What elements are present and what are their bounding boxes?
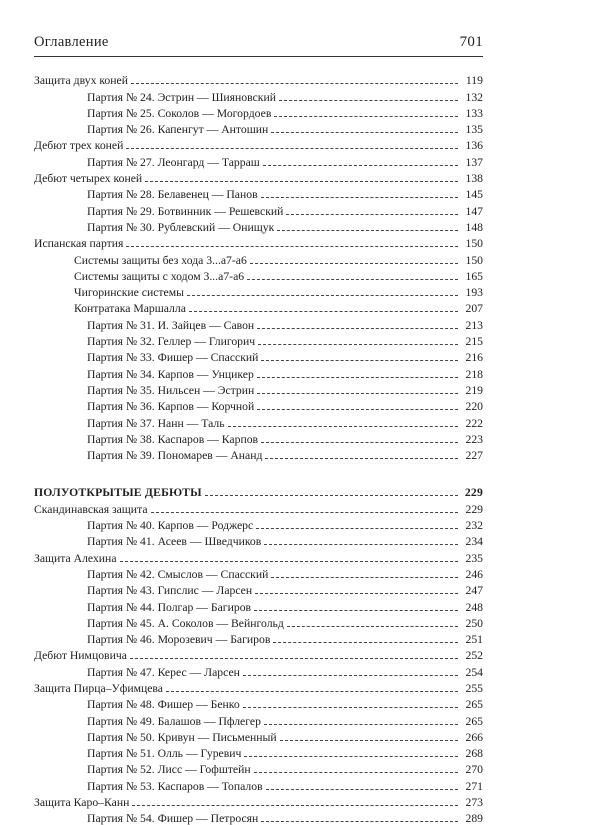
toc-game-entry — [34, 397, 483, 413]
toc-entry-title: Партия № 47. Керес — Ларсен — [87, 665, 240, 679]
toc-entry-title: Партия № 49. Балашов — Пфлегер — [87, 714, 261, 728]
toc-entry-page: 251 — [465, 633, 483, 647]
toc-leader-dots — [205, 495, 458, 496]
running-head — [34, 34, 483, 51]
toc-leader-dots — [131, 83, 458, 84]
toc-entry-page: 250 — [465, 616, 483, 630]
toc-game-entry — [34, 413, 483, 429]
toc-game-entry — [34, 152, 483, 168]
section-gap — [34, 462, 483, 483]
toc-section-heading — [34, 483, 483, 499]
toc-entry-title: Чигоринские системы — [74, 286, 184, 300]
toc-leader-dots — [266, 789, 458, 790]
toc-entry-title: Партия № 54. Фишер — Петросян — [87, 812, 259, 825]
toc-chapter-entry — [34, 646, 483, 662]
toc-entry-page: 219 — [465, 383, 483, 397]
toc-chapter-entry — [34, 234, 483, 250]
toc-game-entry — [34, 120, 483, 136]
toc-game-entry — [34, 597, 483, 613]
toc-leader-dots — [120, 561, 458, 562]
toc-entry-page: 136 — [465, 139, 483, 153]
toc-leader-dots — [261, 442, 458, 443]
toc-entry-title: Партия № 33. Фишер — Спасский — [87, 351, 259, 365]
toc-entry-page: 248 — [465, 600, 483, 614]
toc-entry-page: 213 — [465, 318, 483, 332]
toc-entry-page: 215 — [465, 335, 483, 349]
running-head-title: Оглавление — [34, 34, 109, 50]
toc-entry-page: 207 — [465, 302, 483, 316]
toc-leader-dots — [126, 246, 458, 247]
toc-entry-title: Партия № 32. Геллер — Глигорич — [87, 335, 256, 349]
toc-entry-title: Партия № 39. Пономарев — Ананд — [87, 449, 263, 463]
toc-leader-dots — [263, 165, 458, 166]
toc-entry-title: Партия № 29. Ботвинник — Решевский — [87, 204, 284, 218]
toc-entry-page: 254 — [465, 665, 483, 679]
toc-entry-page: 255 — [465, 681, 483, 695]
toc-leader-dots — [279, 100, 458, 101]
toc-entry-title: Партия № 44. Полгар — Багиров — [87, 600, 252, 614]
toc-leader-dots — [271, 132, 458, 133]
toc-entry-title: Партия № 25. Соколов — Могордоев — [87, 106, 272, 120]
toc-leader-dots — [257, 328, 458, 329]
toc-entry-page: 266 — [465, 730, 483, 744]
toc-entry-page: 218 — [465, 367, 483, 381]
table-of-contents — [34, 71, 483, 825]
toc-leader-dots — [130, 658, 458, 659]
toc-chapter-entry — [34, 679, 483, 695]
toc-entry-title: Дебют Нимцовича — [34, 649, 127, 663]
toc-leader-dots — [274, 116, 458, 117]
toc-entry-title: Партия № 41. Асеев — Шведчиков — [87, 535, 262, 549]
toc-entry-title: Партия № 26. Капенгут — Антошин — [87, 123, 269, 137]
toc-entry-title: Дебют трех коней — [34, 139, 124, 153]
toc-entry-title: Системы защиты без хода 3...а7-а6 — [74, 253, 247, 267]
toc-entry-page: 138 — [465, 172, 483, 186]
toc-entry-title: Партия № 45. А. Соколов — Вейнгольд — [87, 616, 284, 630]
toc-entry-title: Партия № 30. Рублевский — Онищук — [87, 220, 275, 234]
toc-leader-dots — [145, 181, 458, 182]
toc-entry-title: Защита двух коней — [34, 74, 128, 88]
toc-leader-dots — [254, 610, 458, 611]
toc-entry-page: 235 — [465, 551, 483, 565]
toc-leader-dots — [257, 393, 458, 394]
toc-entry-title: Партия № 31. И. Зайцев — Савон — [87, 318, 255, 332]
toc-chapter-entry — [34, 169, 483, 185]
toc-entry-title: Партия № 40. Карпов — Роджерс — [87, 519, 254, 533]
toc-entry-page: 232 — [465, 519, 483, 533]
toc-entry-title: Партия № 46. Морозевич — Багиров — [87, 633, 271, 647]
toc-game-entry — [34, 695, 483, 711]
toc-leader-dots — [247, 279, 458, 280]
toc-entry-page: 265 — [465, 714, 483, 728]
toc-entry-page: 133 — [465, 106, 483, 120]
toc-game-entry — [34, 662, 483, 678]
toc-game-entry — [34, 565, 483, 581]
toc-game-entry — [34, 185, 483, 201]
toc-entry-page: 273 — [465, 796, 483, 810]
toc-game-entry — [34, 446, 483, 462]
toc-leader-dots — [264, 544, 458, 545]
toc-entry-page: 289 — [465, 812, 483, 825]
toc-game-entry — [34, 744, 483, 760]
toc-entry-title: Испанская партия — [34, 237, 124, 251]
toc-leader-dots — [271, 577, 458, 578]
toc-leader-dots — [189, 311, 458, 312]
toc-subchapter-entry — [34, 267, 483, 283]
toc-game-entry — [34, 332, 483, 348]
toc-entry-title: Скандинавская защита — [34, 502, 148, 516]
toc-entry-page: 223 — [465, 432, 483, 446]
toc-entry-title: Партия № 52. Лисс — Гофштейн — [87, 763, 251, 777]
toc-leader-dots — [258, 344, 458, 345]
toc-leader-dots — [261, 197, 458, 198]
toc-chapter-entry — [34, 136, 483, 152]
toc-game-entry — [34, 516, 483, 532]
toc-entry-title: Защита Каро–Канн — [34, 796, 130, 810]
toc-subchapter-entry — [34, 283, 483, 299]
toc-game-entry — [34, 711, 483, 727]
toc-entry-page: 137 — [465, 155, 483, 169]
toc-leader-dots — [261, 821, 458, 822]
toc-entry-title: Партия № 36. Карпов — Корчной — [87, 400, 255, 414]
toc-entry-page: 150 — [465, 253, 483, 267]
toc-entry-title: Защита Пирца–Уфимцева — [34, 681, 163, 695]
toc-game-entry — [34, 104, 483, 120]
toc-entry-page: 119 — [465, 74, 483, 88]
toc-entry-title: Партия № 27. Леонгард — Тарраш — [87, 155, 260, 169]
toc-entry-page: 268 — [465, 747, 483, 761]
toc-entry-title: Партия № 35. Нильсен — Эстрин — [87, 383, 255, 397]
toc-leader-dots — [261, 360, 458, 361]
toc-chapter-entry — [34, 793, 483, 809]
page-number: 701 — [459, 34, 483, 50]
toc-chapter-entry — [34, 499, 483, 515]
toc-leader-dots — [151, 512, 458, 513]
toc-leader-dots — [254, 772, 458, 773]
toc-leader-dots — [255, 593, 458, 594]
toc-game-entry — [34, 430, 483, 446]
toc-entry-page: 148 — [465, 220, 483, 234]
toc-entry-page: 246 — [465, 567, 483, 581]
toc-game-entry — [34, 760, 483, 776]
toc-game-entry — [34, 87, 483, 103]
toc-game-entry — [34, 218, 483, 234]
toc-leader-dots — [286, 214, 458, 215]
toc-entry-title: Партия № 50. Кривун — Письменный — [87, 730, 277, 744]
toc-entry-page: 227 — [465, 449, 483, 463]
toc-leader-dots — [228, 426, 458, 427]
toc-entry-title: Партия № 38. Каспаров — Карпов — [87, 432, 259, 446]
toc-entry-page: 147 — [465, 204, 483, 218]
toc-leader-dots — [250, 263, 458, 264]
toc-entry-page: 229 — [464, 486, 483, 500]
toc-game-entry — [34, 581, 483, 597]
toc-leader-dots — [132, 805, 458, 806]
toc-entry-page: 145 — [465, 188, 483, 202]
toc-entry-page: 270 — [465, 763, 483, 777]
toc-entry-title: Партия № 24. Эстрин — Шияновский — [87, 90, 276, 104]
toc-entry-title: Партия № 43. Гипслис — Ларсен — [87, 584, 253, 598]
toc-entry-page: 265 — [465, 698, 483, 712]
toc-game-entry — [34, 381, 483, 397]
toc-entry-title: Партия № 48. Фишер — Бенко — [87, 698, 240, 712]
toc-game-entry — [34, 728, 483, 744]
toc-leader-dots — [126, 148, 458, 149]
toc-entry-page: 252 — [465, 649, 483, 663]
toc-leader-dots — [166, 691, 458, 692]
toc-game-entry — [34, 532, 483, 548]
toc-entry-page: 216 — [465, 351, 483, 365]
toc-leader-dots — [287, 626, 458, 627]
toc-subchapter-entry — [34, 250, 483, 266]
toc-entry-title: Системы защиты с ходом 3...а7-а6 — [74, 269, 245, 283]
toc-entry-page: 271 — [465, 779, 483, 793]
toc-entry-page: 150 — [465, 237, 483, 251]
toc-leader-dots — [244, 756, 458, 757]
toc-entry-title: Партия № 37. Нанн — Таль — [87, 416, 225, 430]
toc-entry-title: ПОЛУОТКРЫТЫЕ ДЕБЮТЫ — [34, 486, 202, 500]
toc-leader-dots — [243, 675, 458, 676]
toc-entry-title: Партия № 28. Белавенец — Панов — [87, 188, 258, 202]
toc-entry-title: Партия № 53. Каспаров — Топалов — [87, 779, 263, 793]
toc-entry-page: 193 — [465, 286, 483, 300]
toc-chapter-entry — [34, 71, 483, 87]
toc-entry-title: Партия № 51. Олль — Гуревич — [87, 747, 242, 761]
header-rule — [34, 56, 483, 57]
toc-game-entry — [34, 315, 483, 331]
toc-entry-page: 132 — [465, 90, 483, 104]
toc-entry-page: 222 — [465, 416, 483, 430]
toc-leader-dots — [273, 642, 458, 643]
toc-chapter-entry — [34, 548, 483, 564]
toc-game-entry — [34, 614, 483, 630]
toc-entry-title: Контратака Маршалла — [74, 302, 186, 316]
toc-entry-title: Партия № 34. Карпов — Унцикер — [87, 367, 254, 381]
toc-game-entry — [34, 809, 483, 825]
toc-entry-title: Дебют четырех коней — [34, 172, 143, 186]
toc-game-entry — [34, 630, 483, 646]
toc-entry-title: Защита Алехина — [34, 551, 117, 565]
toc-leader-dots — [265, 458, 458, 459]
toc-subchapter-entry — [34, 299, 483, 315]
toc-leader-dots — [280, 740, 458, 741]
toc-entry-page: 234 — [465, 535, 483, 549]
toc-entry-page: 165 — [465, 269, 483, 283]
toc-entry-page: 247 — [465, 584, 483, 598]
toc-leader-dots — [257, 409, 458, 410]
toc-game-entry — [34, 364, 483, 380]
toc-entry-page: 229 — [465, 502, 483, 516]
toc-game-entry — [34, 776, 483, 792]
toc-entry-title: Партия № 42. Смыслов — Спасский — [87, 567, 269, 581]
toc-leader-dots — [256, 528, 458, 529]
toc-game-entry — [34, 348, 483, 364]
toc-leader-dots — [243, 707, 458, 708]
toc-leader-dots — [257, 377, 458, 378]
toc-leader-dots — [187, 295, 458, 296]
toc-game-entry — [34, 201, 483, 217]
toc-leader-dots — [277, 230, 458, 231]
toc-entry-page: 220 — [465, 400, 483, 414]
toc-entry-page: 135 — [465, 123, 483, 137]
toc-leader-dots — [264, 724, 458, 725]
